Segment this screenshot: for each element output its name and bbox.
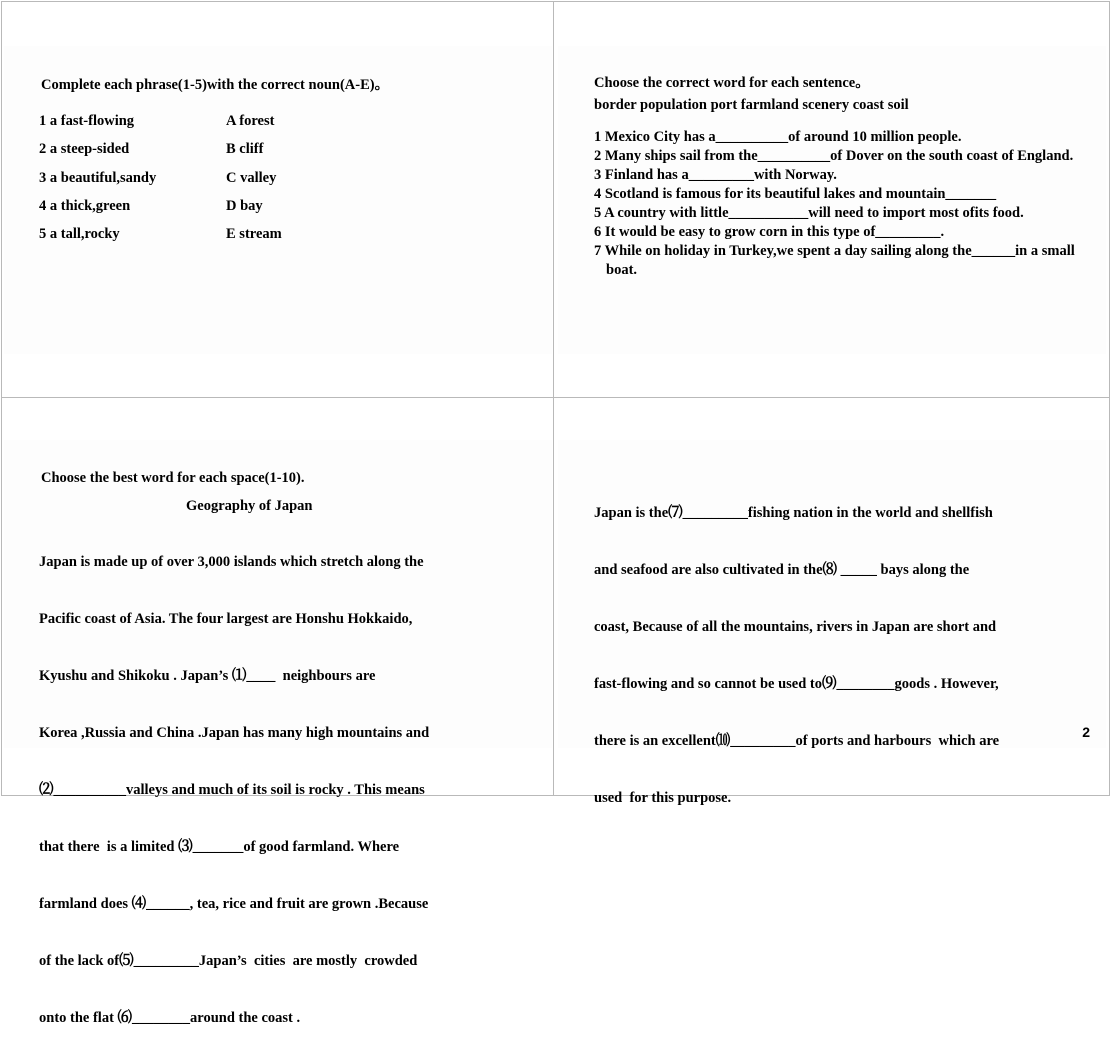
q1-option: B cliff <box>226 141 264 157</box>
q1-row <box>39 141 264 158</box>
horizontal-divider <box>1 397 1109 398</box>
list-item: 5 A country with little___________will need to import most ofits food. <box>594 205 1024 221</box>
q1-option: D bay <box>226 198 263 214</box>
q1-phrase: 4 a thick,green <box>39 198 131 214</box>
passage-line: fast-flowing and so cannot be used to⑼________goods . However, <box>594 676 999 692</box>
list-item: 4 Scotland is famous for its beautiful lakes and mountain_______ <box>594 186 997 202</box>
q1-option: A forest <box>226 113 275 129</box>
page-number: 2 <box>1082 724 1090 740</box>
q2-sentence-list <box>594 128 1074 280</box>
q1-option: C valley <box>226 170 277 186</box>
list-item: 2 Many ships sail from the__________of Dover on the south coast of England. <box>594 148 1074 164</box>
passage-line: and seafood are also cultivated in the⑻ _____ bays along the <box>594 562 970 578</box>
q3-title: Choose the best word for each space(1-10). <box>41 470 305 486</box>
q1-row <box>39 170 277 187</box>
q1-row <box>39 113 275 130</box>
list-item: 1 Mexico City has a__________of around 10 million people. <box>594 129 962 145</box>
passage-line: ⑵__________valleys and much of its soil is rocky . This means <box>39 782 425 798</box>
passage-line: coast, Because of all the mountains, rivers in Japan are short and <box>594 619 997 635</box>
q1-row <box>39 198 263 215</box>
list-item: 6 It would be easy to grow corn in this type of_________. <box>594 224 945 240</box>
passage-line: onto the flat ⑹________around the coast . <box>39 1010 301 1026</box>
q2-word-bank: border population port farmland scenery coast soil <box>594 97 909 113</box>
passage-line: of the lack of⑸_________Japan’s cities are mostly crowded <box>39 953 418 969</box>
passage-line: Japan is made up of over 3,000 islands which stretch along the <box>39 554 424 570</box>
q1-title: Complete each phrase(1-5)with the correct noun(A-E)。 <box>41 77 390 93</box>
q1-phrase: 3 a beautiful,sandy <box>39 170 157 186</box>
passage-line: Japan is the⑺_________fishing nation in the world and shellfish <box>594 505 993 521</box>
vertical-divider <box>553 1 554 795</box>
q2-title: Choose the correct word for each sentence。 <box>594 75 870 91</box>
passage-line: farmland does ⑷______, tea, rice and fruit are grown .Because <box>39 896 429 912</box>
q1-option: E stream <box>226 226 282 242</box>
q4-passage <box>594 466 999 827</box>
q3-passage <box>39 515 429 1047</box>
list-item: 3 Finland has a_________with Norway. <box>594 167 837 183</box>
passage-line: there is an excellent⑽_________of ports and harbours which are <box>594 733 1000 749</box>
passage-line: Kyushu and Shikoku . Japan’s ⑴____ neighbours are <box>39 668 376 684</box>
passage-line: Pacific coast of Asia. The four largest are Honshu Hokkaido, <box>39 611 413 627</box>
passage-line: Korea ,Russia and China .Japan has many high mountains and <box>39 725 430 741</box>
q1-phrase: 5 a tall,rocky <box>39 226 120 242</box>
q1-phrase: 1 a fast-flowing <box>39 113 135 129</box>
passage-line: that there is a limited ⑶_______of good farmland. Where <box>39 839 400 855</box>
q1-row <box>39 226 282 243</box>
q1-phrase: 2 a steep-sided <box>39 141 130 157</box>
list-item: 7 While on holiday in Turkey,we spent a day sailing along the______in a small boat. <box>594 243 1075 278</box>
passage-title: Geography of Japan <box>186 498 313 514</box>
passage-line: used for this purpose. <box>594 790 732 806</box>
